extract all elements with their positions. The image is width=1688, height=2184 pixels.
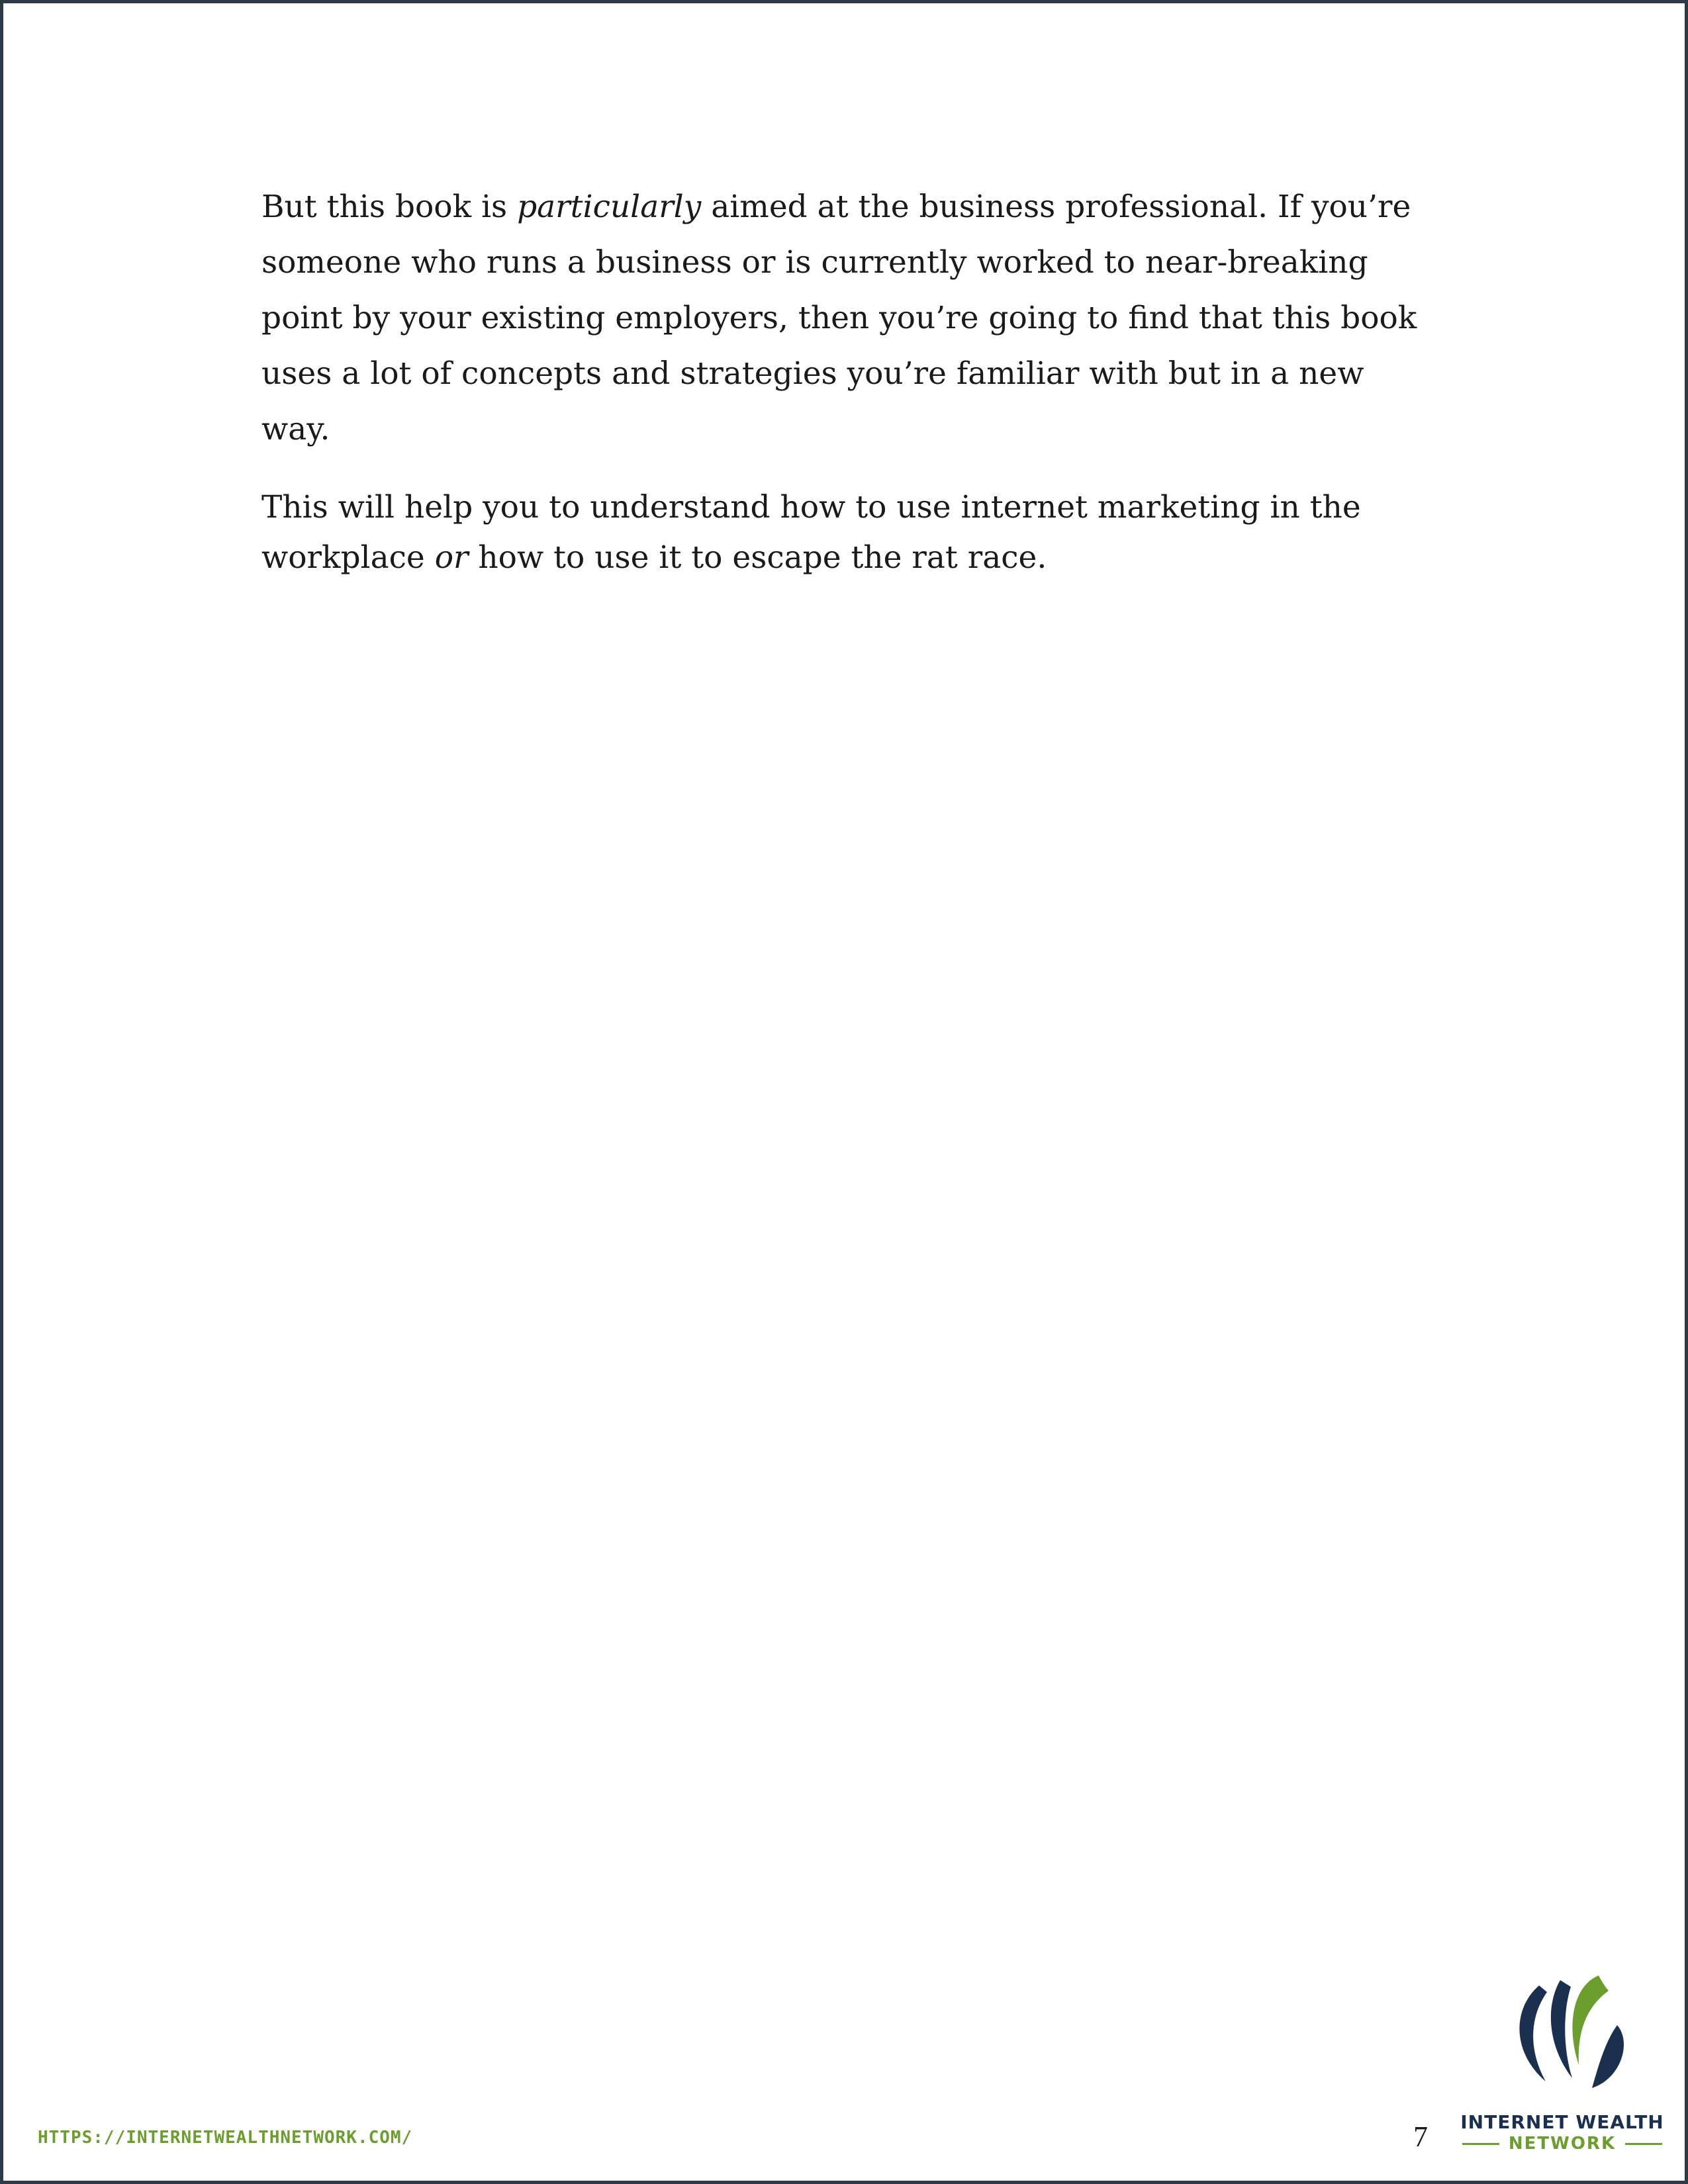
paragraph-1-run-1: But this book is <box>261 189 518 225</box>
paragraph-1-run-3: aimed at the business professional. If you’re someone who runs a business or is currently worked to near-breaking point by your existing employers, then you’re going to find that this book uses a lot of concepts and strategies you’re familiar with but in a new way. <box>261 189 1417 447</box>
body-text <box>261 179 1420 583</box>
page-number: 7 <box>1413 2120 1428 2153</box>
logo-subtitle: NETWORK <box>1508 2134 1617 2154</box>
paragraph-2-run-3: how to use it to escape the rat race. <box>468 539 1047 576</box>
logo-navy-oval-right <box>1592 2025 1624 2088</box>
paragraph-1 <box>261 179 1420 457</box>
paragraph-2 <box>261 482 1420 583</box>
paragraph-2-emphasis: or <box>434 539 469 576</box>
logo-subtitle-row <box>1453 2134 1671 2154</box>
logo-navy-crescent-left <box>1519 1985 1547 2081</box>
logo-green-leaf <box>1572 1976 1609 2065</box>
paragraph-2-run-1: This will help you to understand how to use internet marketing in the workplace <box>261 489 1361 576</box>
logo-navy-stroke-middle <box>1551 1980 1572 2078</box>
logo-left-rule <box>1462 2143 1499 2145</box>
logo-title: INTERNET WEALTH <box>1460 2111 1664 2133</box>
logo-right-rule <box>1625 2143 1662 2145</box>
footer-url[interactable]: HTTPS://INTERNETWEALTHNETWORK.COM/ <box>38 2128 413 2148</box>
logo-swoosh-icon <box>1499 1972 1632 2091</box>
paragraph-1-emphasis: particularly <box>517 189 702 225</box>
internet-wealth-network-logo <box>1453 1972 1671 2154</box>
